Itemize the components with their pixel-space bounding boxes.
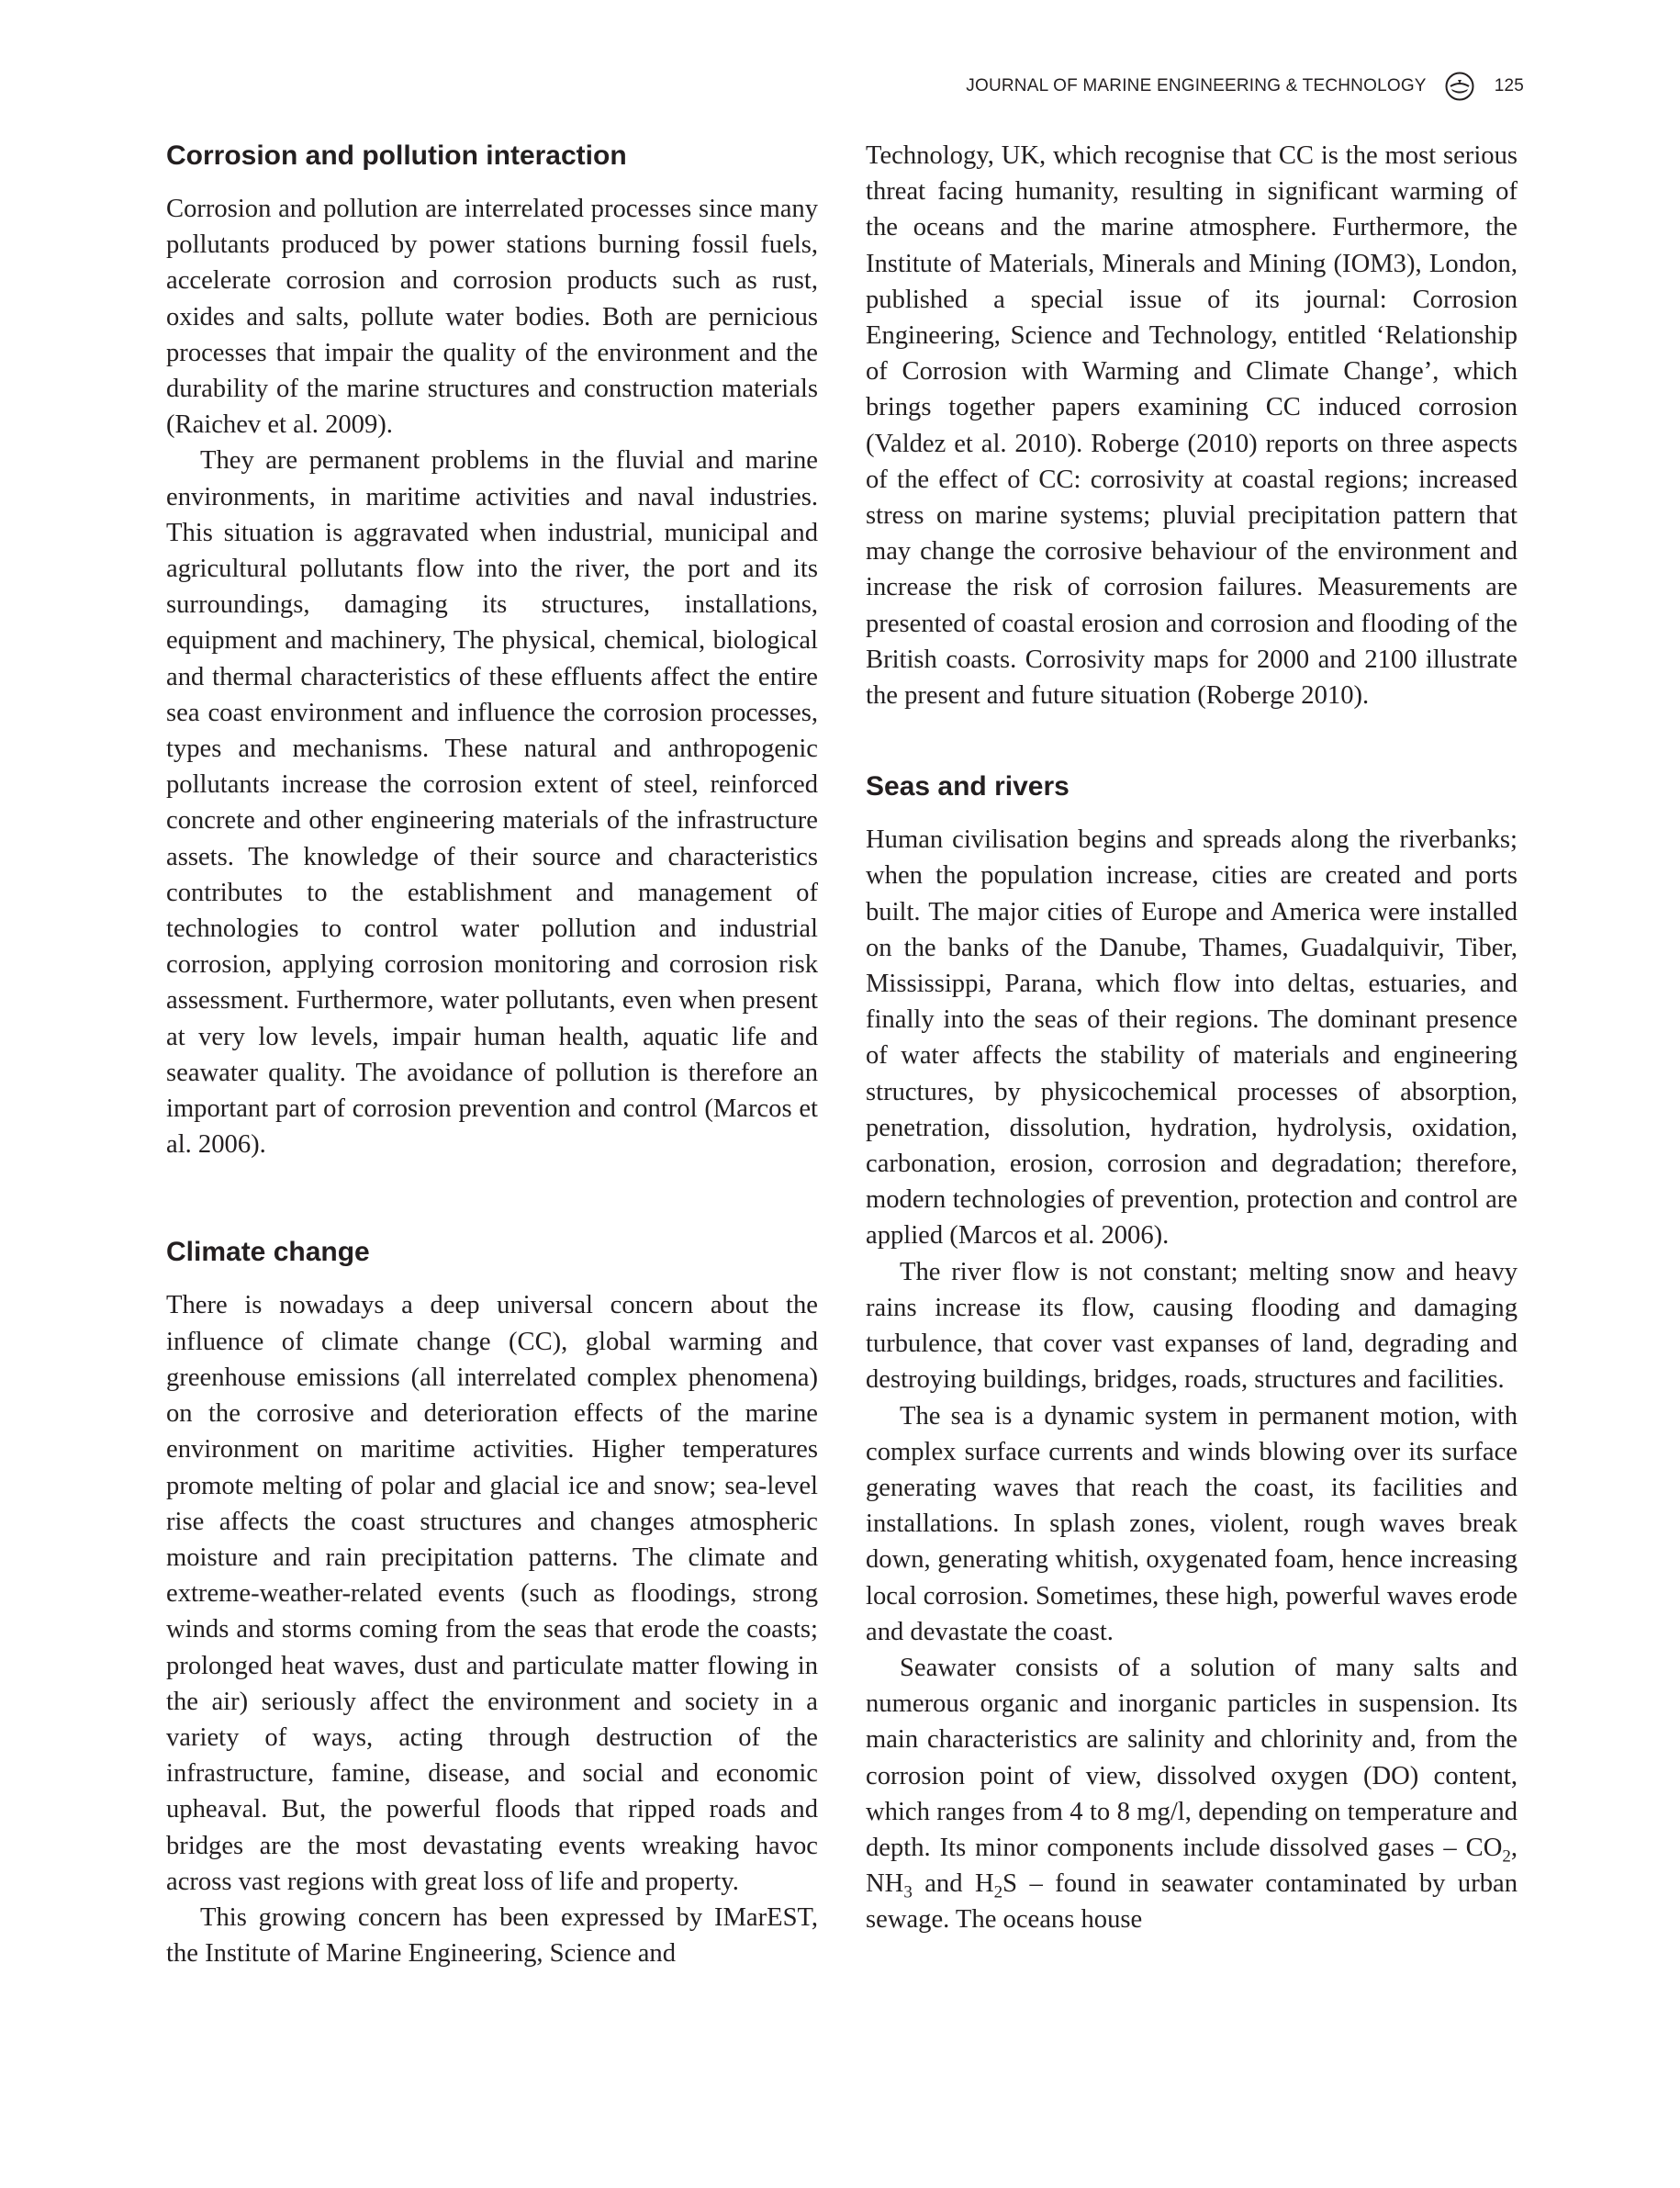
paragraph: There is nowadays a deep universal concern about the influence of climate change (CC), global warming and greenhouse emissions (all interrelated complex phenomena) on the corrosive and deterioration effects of the marine environment on maritime activities. Higher temperatures promote melting of polar and glacial ice and snow; sea-level rise affects the coast structures and changes atmospheric moisture and rain precipitation patterns. The climate and extreme-weather-related events (such as floodings, strong winds and storms coming from the seas that erode the coasts; prolonged heat waves, dust and particulate matter flowing in the air) seriously affect the environment and society in a variety of ways, acting through destruction of the infrastructure, famine, disease, and social and economic upheaval. But, the powerful floods that ripped roads and bridges are the most devastating events wreaking havoc across vast regions with great loss of life and property. — [166, 1291, 818, 1896]
paragraph: They are permanent problems in the fluvial and marine environments, in maritime activities and naval industries. This situation is aggravated when industrial, municipal and agricultural pollutants flow into the river, the port and its surroundings, damaging its structures, installations, equipment and machinery, The physical, chemical, biological and thermal characteristics of these effluents affect the entire sea coast environment and influence the corrosion processes, types and mechanisms. These natural and anthropogenic pollutants increase the corrosion extent of steel, reinforced concrete and other engineering materials of the infrastructure assets. The knowledge of their source and characteristics contributes to the establishment and management of technologies to control water pollution and industrial corrosion, applying corrosion monitoring and corrosion risk assessment. Furthermore, water pollutants, even when present at very low levels, impair human health, aquatic life and seawater quality. The avoidance of pollution is therefore an important part of corrosion prevention and control (Marcos et al. 2006). — [166, 446, 818, 1160]
text-run: Seawater consists of a solution of many salts and numerous organic and inorganic particles in suspension. Its main characteristics are salinity and chlorinity and, from the corrosion point of view, dissolved oxygen (DO) content, which ranges from 4 to 8 mg/l, depending on temperature and depth. Its minor components include dissolved gases – CO — [866, 1653, 1518, 1862]
paragraph: The sea is a dynamic system in permanent motion, with complex surface currents and winds blowing over its surface generating waves that reach the coast, its facilities and installations. In splash zones, violent, rough waves break down, generating whitish, oxygenated foam, hence increasing local corrosion. Sometimes, these high, powerful waves erode and devastate the coast. — [866, 1401, 1518, 1646]
journal-logo-icon — [1445, 72, 1474, 101]
right-column — [866, 138, 1518, 1938]
section-heading-corrosion-pollution: Corrosion and pollution interaction — [166, 140, 627, 171]
paragraph: Corrosion and pollution are interrelated processes since many pollutants produced by power stations burning fossil fuels, accelerate corrosion and corrosion products such as rust, oxides and salts, pollute water bodies. Both are pernicious processes that impair the quality of the environment and the durability of the marine structures and construction materials (Raichev et al. 2009). — [166, 195, 818, 440]
subscript: 3 — [903, 1882, 913, 1902]
paragraph-continued: Technology, UK, which recognise that CC is the most serious threat facing humanity, resulting in significant warming of the oceans and the marine atmosphere. Furthermore, the Institute of Materials, Minerals and Mining (IOM3), London, published a special issue of its journal: Corrosion Engineering, Science and Technology, entitled ‘Relationship of Corrosion with Warming and Climate Change’, which brings together papers examining CC induced corrosion (Valdez et al. 2010). Roberge (2010) reports on three aspects of the effect of CC: corrosivity at coastal regions; increased stress on marine systems; pluvial precipitation pattern that may change the corrosive behaviour of the environment and increase the risk of corrosion failures. Measurements are presented of coastal erosion and corrosion and flooding of the British coasts. Corrosivity maps for 2000 and 2100 illustrate the present and future situation (Roberge 2010). — [866, 141, 1518, 711]
running-head — [966, 72, 1524, 101]
subscript: 2 — [1502, 1846, 1511, 1867]
paragraph: Human civilisation begins and spreads along the riverbanks; when the population increase, cities are created and ports built. The major cities of Europe and America were installed on the banks of the Danube, Thames, Guadalquivir, Tiber, Mississippi, Parana, which flow into deltas, estuaries, and finally into the seas of their regions. The dominant presence of water affects the stability of materials and engineering structures, by physicochemical processes of absorption, penetration, dissolution, hydration, hydrolysis, oxidation, carbonation, erosion, corrosion and degradation; therefore, modern technologies of prevention, protection and control are applied (Marcos et al. 2006). — [866, 825, 1518, 1251]
section-spacer — [166, 1162, 818, 1234]
paragraph: The river flow is not constant; melting snow and heavy rains increase its flow, causing flooding and damaging turbulence, that cover vast expanses of land, degrading and destroying buildings, bridges, roads, structures and facilities. — [866, 1257, 1518, 1395]
paragraph: This growing concern has been expressed by IMarEST, the Institute of Marine Engineering, Science and — [166, 1902, 818, 1969]
text-run: , NH — [866, 1833, 1518, 1899]
left-column — [166, 138, 818, 1971]
section-spacer — [866, 713, 1518, 769]
page-number: 125 — [1494, 76, 1524, 95]
paragraph-seawater — [866, 1650, 1518, 1938]
section-heading-climate-change: Climate change — [166, 1237, 370, 1268]
journal-title: JOURNAL OF MARINE ENGINEERING & TECHNOLOGY — [966, 76, 1427, 95]
subscript: 2 — [993, 1882, 1003, 1902]
section-heading-seas-rivers: Seas and rivers — [866, 771, 1070, 802]
text-run: and H — [912, 1869, 994, 1899]
text-run: S – found in seawater contaminated by urban sewage. The oceans house — [866, 1869, 1518, 1935]
